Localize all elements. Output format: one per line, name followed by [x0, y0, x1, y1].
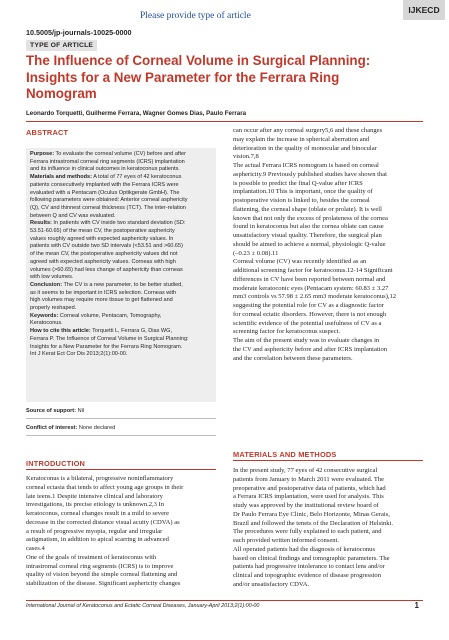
- abstract-line: (Q), CV and thinnest corneal thickness (TCT). The inter-relation: [30, 204, 186, 211]
- body-line: vision.7,8: [233, 153, 259, 161]
- footer-citation: International Journal of Keratoconus and Ectatic Corneal Diseases, January-April 2013;2(1):00-00: [26, 603, 260, 609]
- methods-line: The procedures were fully explained to each patient, and: [233, 528, 382, 536]
- body-line: found in keratoconus but also the cornea oblate can cause: [233, 223, 384, 231]
- abstract-divider: [26, 418, 216, 419]
- body-line: moderate keratoconic eyes (Pentacam system: 60.83 ± 3.27: [233, 284, 389, 292]
- source-label: Source of support:: [26, 408, 77, 414]
- title-line: Nomogram: [26, 86, 97, 101]
- conflict-value: None declared: [77, 425, 116, 431]
- abstract-line: following parameters were obtained: Anterior corneal asphericity: [30, 197, 188, 204]
- abstract-line: evaluated with a Pentacam (Oculus Optikgerate GmbH). The: [30, 189, 180, 196]
- introduction-line: keratoconus, corneal changes result in a mild to severe: [26, 510, 170, 517]
- abstract-line: values roughly agreed with expected asphericity values. In: [30, 235, 174, 242]
- body-line: (–0.23 ± 0.08).11: [233, 249, 279, 257]
- body-line: scientific evidence of the potential usefulness of CV as a: [233, 319, 382, 327]
- body-line: The aim of the present study was to evaluate changes in: [233, 337, 380, 344]
- abstract-line: Materials and methods: A total of 77 eyes of 42 keratoconus: [30, 174, 182, 181]
- abstract-text: [30, 151, 212, 359]
- introduction-line: One of the goals of treatment of keratoconus with: [26, 553, 157, 561]
- introduction-line: quality of vision beyond the simple corneal flattening and: [26, 571, 178, 579]
- methods-line: and/or unsatisfactory CDVA.: [233, 580, 310, 588]
- footer-rule: [26, 600, 423, 601]
- introduction-line: astigmatism, in addition to apical scarring in advanced: [26, 536, 169, 544]
- abstract-heading: ABSTRACT: [26, 128, 69, 137]
- abstract-line: Conclusion: The CV is a new parameter, to be better studied,: [30, 281, 183, 288]
- body-line: additional screening factor for keratoconus.12-14 Significant: [233, 267, 393, 274]
- title-line: Insights for a New Parameter for the Ferrara Ring: [26, 69, 340, 85]
- abstract-line: Ferrara P. The Influence of Corneal Volume in Surgical Planning:: [30, 335, 189, 342]
- methods-text: [233, 467, 423, 590]
- source-value: Nil: [76, 408, 85, 414]
- abstract-line: Ferrara intrastromal corneal ring segments (ICRS) implantation: [30, 158, 185, 165]
- author-list: Leonardo Torquetti, Guilherme Ferrara, Wagner Gomes Dias, Paulo Ferrara: [26, 110, 247, 117]
- conflict-of-interest: [26, 425, 115, 431]
- abstract-line: How to cite this article: Torquetti L, Ferrara G, Dias WG,: [30, 328, 172, 335]
- introduction-line: decrease in the corrected distance visual acuity (CDVA) as: [26, 518, 180, 526]
- body-line: the CV and asphericity before and after ICRS implantation: [233, 345, 388, 353]
- body-line: Corneal volume (CV) was recently identified as an: [233, 258, 367, 266]
- introduction-heading: INTRODUCTION: [26, 459, 86, 468]
- methods-heading: MATERIALS AND METHODS: [233, 450, 337, 459]
- methods-line: Dr Paulo Ferrara Eye Clinic, Belo Horizonte, Minas Gerais,: [233, 510, 390, 518]
- methods-line: patients from January to March 2011 were evaluated. The: [233, 475, 385, 483]
- abstract-line: Keywords: Corneal volume, Pentacam, Tomography,: [30, 312, 162, 319]
- article-title: [26, 53, 426, 103]
- abstract-line: patients consecutively implanted with the Ferrara ICRS were: [30, 181, 179, 188]
- introduction-line: a result of progressive myopia, regular and irregular: [26, 527, 163, 535]
- body-line: implantation.10 This is important, once the quality of: [233, 188, 373, 196]
- abstract-line: properly reshaped.: [30, 305, 77, 312]
- methods-line: In the present study, 77 eyes of 42 consecutive surgical: [233, 467, 378, 474]
- abstract-line: Insights for a New Parameter for the Ferrara Ring Nomogram.: [30, 343, 183, 350]
- provide-type-notice: Please provide type of article: [140, 11, 251, 21]
- introduction-line: Keratoconus is a bilateral, progressive noninflammatory: [26, 475, 174, 482]
- abstract-line: agreed with expected asphericity values. Corneas with high: [30, 258, 176, 265]
- body-line: The actual Ferrara ICRS nomogram is based on corneal: [233, 162, 379, 169]
- abstract-line: as it seems to be important in ICRS selection. Corneas with: [30, 289, 177, 296]
- abstract-line: and its influence in clinical outcomes in keratoconus patients.: [30, 166, 180, 173]
- body-line: flattening, the corneal shape (oblate or prolate). It is well: [233, 205, 382, 213]
- abstract-line: Int J Kerat Ect Cor Dis 2013;2(1):00-00.: [30, 351, 128, 358]
- body-line: mm3 controls vs 57.98 ± 2.65 mm3 moderate keratoconus),12: [233, 293, 397, 301]
- abstract-line: high volumes may require more tissue to get flattened and: [30, 297, 173, 304]
- body-line: screening factor for keratoconus suspect.: [233, 328, 341, 336]
- methods-line: patients had progressive intolerance to contact lens and/or: [233, 563, 385, 571]
- title-divider: [26, 121, 423, 122]
- methods-line: each provided written informed consent.: [233, 537, 339, 544]
- body-line: asphericity.9 Previously published studies have shown that: [233, 170, 387, 178]
- abstract-line: of the mean CV, the postoperative asphericity values did not: [30, 251, 178, 258]
- methods-line: study was approved by the institutional review board of: [233, 502, 379, 509]
- source-of-support: [26, 408, 84, 414]
- introduction-line: cases.4: [26, 545, 45, 552]
- body-line: suggesting the potential role for CV as a diagnostic factor: [233, 302, 384, 309]
- introduction-line: stabilization of the disease. Significant asphericity changes: [26, 580, 181, 587]
- body-line: deterioration in the quality of monocular and binocular: [233, 144, 377, 152]
- body-line: known that not only the excess of prolateness of the cornea: [233, 214, 388, 222]
- abstract-line: with low volumes.: [30, 274, 74, 281]
- conflict-label: Conflict of interest:: [26, 425, 78, 431]
- abstract-divider: [26, 435, 216, 436]
- body-line: is possible to predict the final Q-value after ICRS: [233, 179, 363, 187]
- abstract-line: patients with CV outside two SD intervals (<53.51 and >60.65): [30, 243, 183, 250]
- abstract-line: 53.51-60.65) of the mean CV, the postoperative asphericity: [30, 228, 175, 235]
- body-line: for corneal ectatic disorders. However, there is not enough: [233, 310, 387, 318]
- title-line: The Influence of Corneal Volume in Surgical Planning:: [26, 53, 371, 68]
- introduction-text: [26, 475, 216, 589]
- body-line: differences in CV have been reported between normal and: [233, 275, 386, 283]
- methods-line: Brazil and followed the tenets of the Declaration of Helsinki.: [233, 519, 393, 527]
- methods-line: based on clinical findings and tomographic parameters. The: [233, 554, 390, 562]
- journal-tag: IJKECD: [403, 0, 445, 20]
- body-line: unsatisfactory visual quality. Therefore, the surgical plan: [233, 232, 382, 239]
- introduction-line: investigations, its precise etiology is unknown.2,3 In: [26, 501, 165, 509]
- methods-line: preoperative and postoperative data of patients, which had: [233, 484, 386, 492]
- abstract-line: Keratoconus.: [30, 320, 63, 327]
- introduction-rule: [26, 469, 216, 470]
- methods-line: a Ferrara ICRS implantation, were used for analysis. This: [233, 493, 384, 501]
- article-type-badge: TYPE OF ARTICLE: [26, 40, 97, 51]
- page-number: 1: [414, 601, 419, 610]
- introduction-line: intrastromal corneal ring segments (ICRS) is to improve: [26, 562, 174, 570]
- body-line: should be aimed to achieve a normal, physiologic Q-value: [233, 240, 386, 248]
- doi: 10.5005/jp-journals-10025-0000: [26, 28, 132, 37]
- introduction-line: late teens.1 Despite intensive clinical and laboratory: [26, 492, 163, 500]
- body-line: can occur after any corneal surgery5,6 and these changes: [233, 127, 383, 134]
- body-line: may explain the increase in spherical aberration and: [233, 135, 370, 143]
- abstract-line: between Q and CV was evaluated.: [30, 212, 116, 219]
- right-column-text: [233, 127, 423, 363]
- methods-rule: [233, 460, 423, 461]
- introduction-line: corneal ectasia that tends to affect young age groups in their: [26, 483, 184, 491]
- body-line: postoperative vision is linked to, besides the corneal: [233, 197, 370, 204]
- abstract-line: volumes (>60.65) had less change of asphericity than corneas: [30, 266, 183, 273]
- abstract-line: Results: In patients with CV inside two standard deviation (SD:: [30, 220, 186, 227]
- methods-line: All operated patients had the diagnosis of keratoconus: [233, 545, 375, 553]
- abstract-line: Purpose: To evaluate the corneal volume (CV) before and after: [30, 151, 186, 157]
- methods-line: clinical and topographic evidence of disease progression: [233, 572, 381, 579]
- body-line: and the correlation between these parameters.: [233, 354, 353, 362]
